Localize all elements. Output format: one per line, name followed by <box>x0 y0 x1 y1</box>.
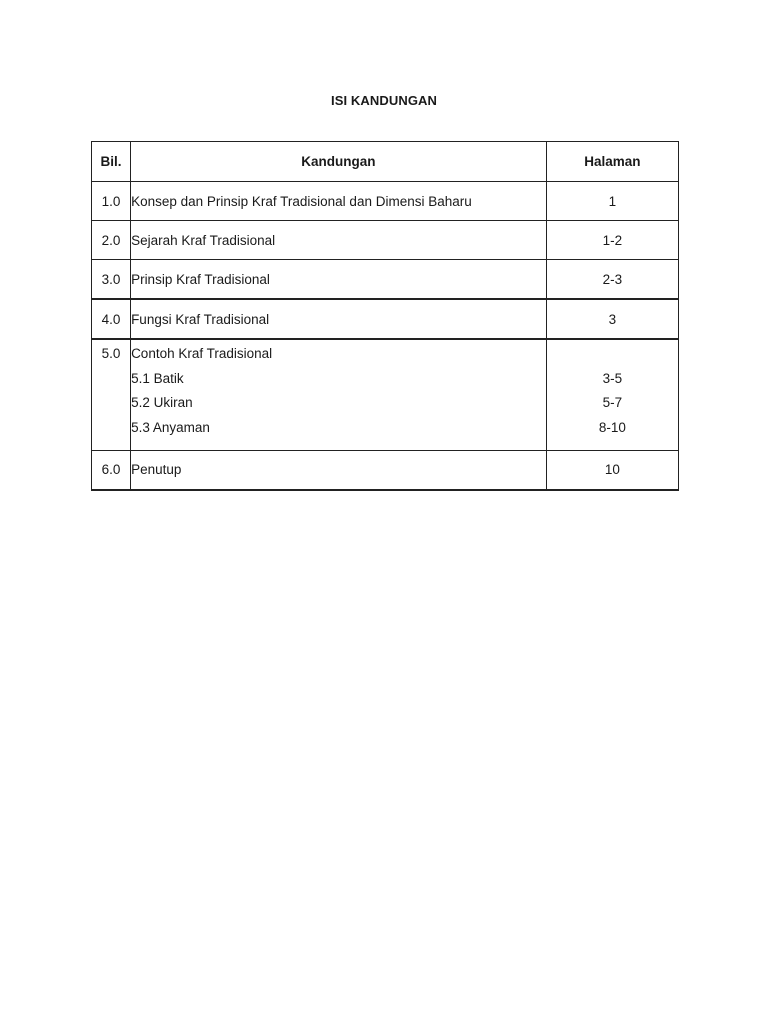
row-number: 2.0 <box>92 221 131 260</box>
column-header-halaman: Halaman <box>546 142 678 182</box>
row-number: 6.0 <box>92 450 131 490</box>
row-number: 4.0 <box>92 299 131 339</box>
row-page: 10 <box>546 450 678 490</box>
table-row <box>92 260 679 300</box>
row-number <box>92 339 131 450</box>
row-page <box>546 339 678 450</box>
row-content: Prinsip Kraf Tradisional <box>131 260 547 300</box>
row-number: 1.0 <box>92 182 131 221</box>
table-row <box>92 221 679 260</box>
table-header-row <box>92 142 679 182</box>
row-content: Sejarah Kraf Tradisional <box>131 221 547 260</box>
row-content <box>131 339 547 450</box>
sub-item-label: 5.3 Anyaman <box>131 419 210 435</box>
table-row <box>92 450 679 490</box>
table-row <box>92 339 679 450</box>
row-page: 1-2 <box>546 221 678 260</box>
sub-item-label: 5.2 Ukiran <box>131 395 193 410</box>
table-row <box>92 299 679 339</box>
table-of-contents <box>91 141 679 491</box>
row-page: 3 <box>546 299 678 339</box>
row-number-text: 5.0 <box>101 346 121 361</box>
sub-item-page: 3-5 <box>602 370 623 386</box>
table-row <box>92 182 679 221</box>
column-header-bil: Bil. <box>92 142 131 182</box>
sub-item-label: 5.1 Batik <box>131 370 184 386</box>
row-content-heading: Contoh Kraf Tradisional <box>131 346 273 361</box>
row-page-heading <box>547 347 678 372</box>
page-title: ISI KANDUNGAN <box>330 93 438 108</box>
row-content: Penutup <box>131 450 547 490</box>
sub-item-page: 8-10 <box>598 419 626 435</box>
row-content: Konsep dan Prinsip Kraf Tradisional dan Dimensi Baharu <box>131 182 547 221</box>
row-number: 3.0 <box>92 260 131 300</box>
column-header-kandungan: Kandungan <box>131 142 547 182</box>
row-page: 1 <box>546 182 678 221</box>
sub-item-page: 5-7 <box>602 395 623 410</box>
row-content: Fungsi Kraf Tradisional <box>131 299 547 339</box>
row-page: 2-3 <box>546 260 678 300</box>
